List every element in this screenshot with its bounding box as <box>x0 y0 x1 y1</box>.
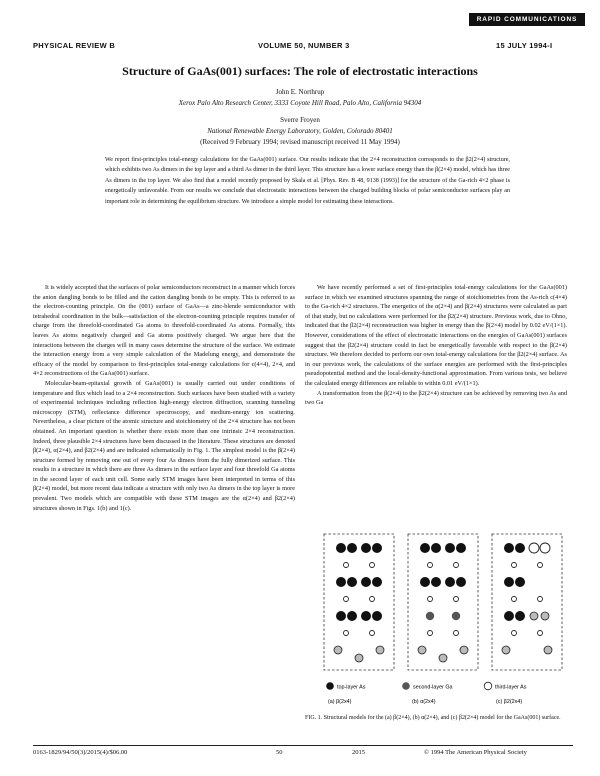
panel-beta-2x4 <box>334 543 384 662</box>
author-name: John E. Northrup <box>275 88 325 96</box>
atom-marker <box>456 543 466 553</box>
atom-marker <box>504 543 514 553</box>
atom-marker <box>504 577 514 587</box>
panel-label: (b) α(2x4) <box>412 699 436 705</box>
paragraph: A transformation from the β(2×4) to the β2(2×4) structure can be achieved by removing two As and two Ga <box>305 389 567 407</box>
footer-code: 0163-1829/94/50(3)/2015(4)/$06.00 <box>33 749 128 756</box>
volume-number: VOLUME 50, NUMBER 3 <box>258 41 350 50</box>
legend-marker-third-as <box>484 682 492 690</box>
atom-marker <box>512 631 517 636</box>
paragraph: We have recently performed a set of first-principles total-energy calculations for the GaAs(001) surface in which we examined structures spanning the range of stoichiometries from the As-rich c(4×4) to the Ga-rich 4×2 structures. The energetics of the α(2×4) and β(2×4) structures were calculated as part of that study, but no calculations were performed for the β2(2×4) structure. Previous work, due to Ohno, indicated that the β2(2×4) reconstruction was higher in energy than the β(2×4) model by 0.02 eV/(1×1). However, considerations of the effect of electrostatic interactions on the energies of GaAs(001) surfaces suggest that the β2(2×4) structure could in fact be energetically favorable with respect to the β(2×4) structure. We therefore decided to perform our own total-energy calculations for the β2(2×4) surface. As in our previous work, the calculations of the surface energies are performed with the first-principles pseudopotential method and the local-density-functional approximation. From various tests, we believe the calculated energy differences are reliable to within 0.01 eV/(1×1). <box>305 284 567 387</box>
atom-marker <box>512 597 517 602</box>
left-column <box>33 283 295 513</box>
panel-label: (a) β(2x4) <box>328 699 352 705</box>
atom-marker <box>504 611 514 621</box>
top-as-atom <box>336 543 346 553</box>
atom-marker <box>431 577 441 587</box>
atom-marker <box>502 646 510 654</box>
atom-marker <box>370 597 375 602</box>
author-affiliation: National Renewable Energy Laboratory, Golden, Colorado 80401 <box>207 127 393 135</box>
atom-marker <box>370 563 375 568</box>
atom-marker <box>540 543 550 553</box>
atom-marker <box>370 631 375 636</box>
legend-label: second-layer Ga <box>413 684 453 691</box>
top-as-atom <box>347 577 357 587</box>
author-name: Sverre Froyen <box>280 116 320 124</box>
atom-marker <box>544 646 552 654</box>
atom-marker <box>538 631 543 636</box>
journal-name: PHYSICAL REVIEW B <box>33 41 116 50</box>
atom-marker <box>454 563 459 568</box>
figure-caption: FIG. 1. Structural models for the (a) β(2×4), (b) α(2×4), and (c) β2(2×4) model for the GaAs(001) surface. <box>305 715 561 721</box>
panel-beta2-2x4 <box>502 543 552 654</box>
atom-marker <box>428 597 433 602</box>
atom-marker <box>541 612 549 620</box>
atom-marker <box>529 543 539 553</box>
atom-marker <box>454 631 459 636</box>
panel-alpha-2x4 <box>418 543 468 662</box>
atom-marker <box>428 563 433 568</box>
top-as-atom <box>372 611 382 621</box>
abstract: We report first-principles total-energy calculations for the GaAs(001) surface. Our results indicate that the 2×4 reconstruction corresponds to the β2(2×4) structure, which exhibits two As dimers in the top layer and a third As dimer in the third layer. This structure has a lower surface energy than the β(2×4) model, which has three As dimers in the top layer. We also find that a model recently proposed by Skala et al. [Phys. Rev. B 48, 9138 (1993)] for the structure of the Ga-rich 4×2 phase is energetically unfavorable. From our results we conclude that electrostatic interactions between the charged building blocks of polar semiconductor surfaces play an important role in determining the equilibrium structure. We introduce a simple model for estimating these interactions. <box>105 157 510 205</box>
atom-marker <box>445 543 455 553</box>
right-column <box>305 283 567 408</box>
atom-marker <box>530 612 538 620</box>
top-as-atom <box>361 611 371 621</box>
top-as-atom <box>347 543 357 553</box>
top-as-atom <box>336 611 346 621</box>
paragraph: Molecular-beam-epitaxial growth of GaAs(001) is usually carried out under conditions of temperature and flux which lead to a 2×4 reconstruction. Such surfaces have been studied with a variety of experimental techniques including reflection high-energy electron diffraction, scanning tunneling microscopy (STM), reflectance difference spectroscopy, and medium-energy ion scattering. Nevertheless, a clear picture of the atomic structure and stoichiometry of the 2×4 structure has not been obtained. An important question is whether there exists more than one intrinsic 2×4 reconstruction. Indeed, three plausible 2×4 structures have been discussed in the literature. These structures are denoted β(2×4), α(2×4), and β2(2×4) and are indicated schematically in Fig. 1. The simplest model is the β(2×4) structure formed by removing one out of every four As dimers from the fully dimerized surface. This results in a structure in which there are three As dimers in the surface layer and four threefold Ga atoms in the second layer of each unit cell. Some early STM images have been interpreted in terms of this β(2×4) model, but more recent data indicate a structure with only two As dimers in the top layer is more prevalent. Two models which are compatible with these STM images are the α(2×4) and β2(2×4) structures shown in Figs. 1(b) and 1(c). <box>33 379 295 512</box>
atom-marker <box>515 611 525 621</box>
top-as-atom <box>361 543 371 553</box>
atom-marker <box>454 597 459 602</box>
footer-copyright: © 1994 The American Physical Society <box>424 749 527 756</box>
figure-1 <box>318 528 570 708</box>
atom-marker <box>456 577 466 587</box>
legend-marker-top-as <box>326 682 334 690</box>
footer-volume: 50 <box>276 749 283 756</box>
atom-marker <box>512 563 517 568</box>
atom-marker <box>344 563 349 568</box>
legend-label: top-layer As <box>337 684 366 691</box>
atom-marker <box>344 631 349 636</box>
legend-marker-second-ga <box>402 682 410 690</box>
atom-marker <box>420 577 430 587</box>
issue-date: 15 JULY 1994-I <box>496 41 553 50</box>
paragraph: It is widely accepted that the surfaces of polar semiconductors reconstruct in a manner which forces the anion dangling bonds to be filled and the cation dangling bonds to be empty. This is referred to as the electron-counting principle. On the (001) surface of GaAs—a zinc-blende semiconductor with tetrahedral coordination in the bulk—satisfaction of the electron-counting principle requires transfer of charge from the threefold-coordinated Ga atoms to threefold-coordinated As atoms. Formally, this leaves As atoms negatively charged and Ga atoms positively charged. We argue here that the interactions between the charges will in many cases determine the structure of the surface. We estimate the interaction energy from a very simple calculation of the Madelung energy, and demonstrate the efficacy of the model by comparison to first-principles total-energy calculations for c(4×4), 2×4, and 4×2 reconstructions of the GaAs(001) surface. <box>33 284 295 378</box>
atom-marker <box>431 543 441 553</box>
received-dates: (Received 9 February 1994; revised manuscript received 11 May 1994) <box>200 138 400 146</box>
atom-marker <box>418 646 426 654</box>
top-as-atom <box>372 543 382 553</box>
atom-marker <box>344 597 349 602</box>
atom-marker <box>355 654 363 662</box>
atom-marker <box>334 646 342 654</box>
atom-marker <box>426 612 434 620</box>
top-as-atom <box>372 577 382 587</box>
atom-marker <box>439 654 447 662</box>
legend-label: third-layer As <box>495 684 527 691</box>
page-number: 2015 <box>352 749 365 756</box>
footer-rule <box>33 745 573 746</box>
atom-marker <box>460 646 468 654</box>
atom-marker <box>515 577 525 587</box>
panel-label: (c) β2(2x4) <box>496 699 523 705</box>
top-as-atom <box>347 611 357 621</box>
author-affiliation: Xerox Palo Alto Research Center, 3333 Coyote Hill Road, Palo Alto, California 94304 <box>178 99 422 107</box>
atom-marker <box>445 577 455 587</box>
atom-marker <box>515 543 525 553</box>
top-as-atom <box>336 577 346 587</box>
top-as-atom <box>361 577 371 587</box>
paper-title: Structure of GaAs(001) surfaces: The role of electrostatic interactions <box>122 64 478 78</box>
atom-marker <box>538 597 543 602</box>
atom-marker <box>538 563 543 568</box>
atom-marker <box>376 646 384 654</box>
atom-marker <box>428 631 433 636</box>
atom-marker <box>452 612 460 620</box>
section-banner: RAPID COMMUNICATIONS <box>469 13 585 26</box>
atom-marker <box>420 543 430 553</box>
